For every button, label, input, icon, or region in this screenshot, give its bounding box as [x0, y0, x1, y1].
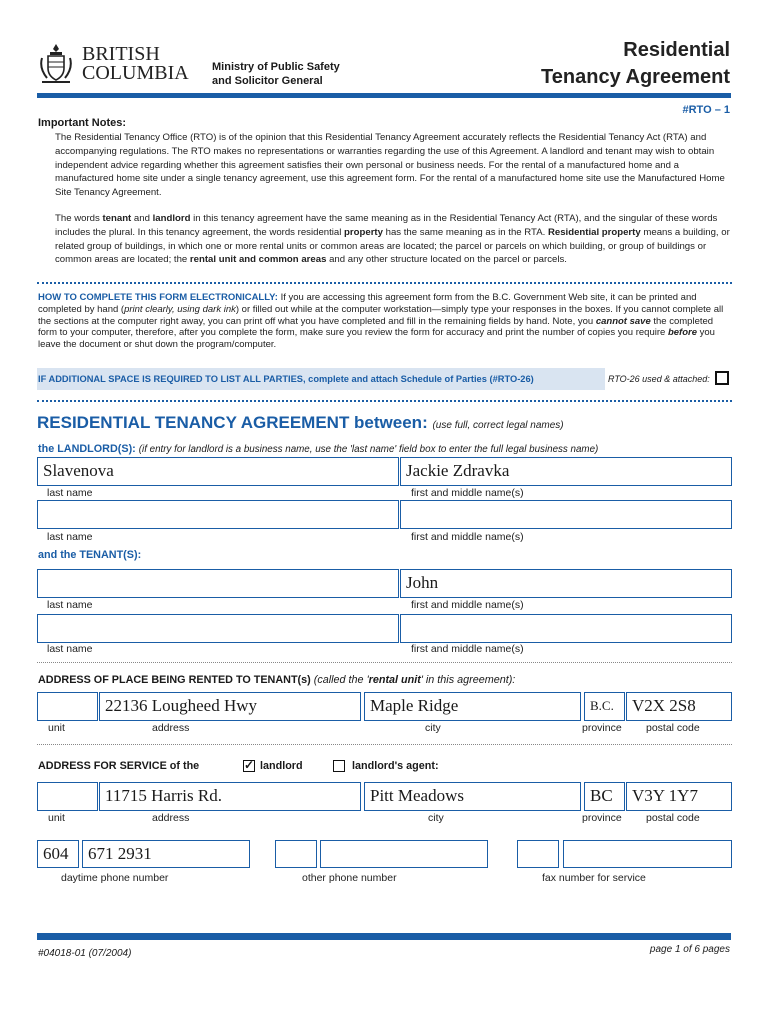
form-title	[541, 37, 730, 91]
divider	[37, 400, 732, 402]
last-name-label: last name	[47, 599, 93, 611]
rental-postal-field[interactable]: V2X 2S8	[626, 692, 732, 721]
address-label: address	[152, 722, 190, 734]
bc-coat-of-arms-icon	[38, 42, 74, 86]
landlord-service-checkbox[interactable]: ✓	[244, 758, 255, 772]
unit-label: unit	[48, 812, 65, 824]
rto26-label: RTO-26 used & attached:	[608, 374, 710, 384]
province-label: province	[582, 812, 622, 824]
tenant-1-last-name-field[interactable]	[37, 569, 399, 598]
service-city-field[interactable]: Pitt Meadows	[364, 782, 581, 811]
rto26-checkbox[interactable]	[715, 371, 729, 385]
landlord-1-first-name-field[interactable]: Jackie Zdravka	[400, 457, 732, 486]
rental-province-field[interactable]: B.C.	[584, 692, 625, 721]
province-label: province	[582, 722, 622, 734]
fax-area-field[interactable]	[517, 840, 559, 868]
divider	[37, 662, 732, 663]
rental-city-field[interactable]: Maple Ridge	[364, 692, 581, 721]
divider	[37, 282, 732, 284]
first-name-label: first and middle name(s)	[411, 643, 524, 655]
daytime-phone-area-field[interactable]: 604	[37, 840, 79, 868]
postal-code-label: postal code	[646, 722, 700, 734]
notes-paragraph-1: The Residential Tenancy Office (RTO) is of the opinion that this Residential Tenancy Agreement accurately reflects the Residential Tenancy Act (RTA) and accompanying regulations. The RTO makes no representations or warranties regarding the use of this Agreement. A landlord and tenant may wish to obtain independent advice regarding whether this agreement satisfies their own personal or business needs. For the rental of a manufactured home and a manufactured home site under a single tenancy agreement, use this agreement form. For the rental of a manufactured home site use the Manufactured Home Site Tenancy Agreement.	[55, 132, 725, 199]
title-line-1: Residential	[623, 39, 730, 61]
other-phone-area-field[interactable]	[275, 840, 317, 868]
ministry-line-2: and Solicitor General	[212, 75, 323, 87]
first-name-label: first and middle name(s)	[411, 531, 524, 543]
ministry-line-1: Ministry of Public Safety	[212, 61, 340, 73]
bc-logo-text	[82, 45, 189, 83]
fax-label: fax number for service	[542, 872, 646, 884]
landlord-heading: the LANDLORD(S): (if entry for landlord is a business name, use the 'last name' field box to enter the full legal business name)	[38, 443, 599, 455]
tenant-1-first-name-field[interactable]: John	[400, 569, 732, 598]
tenant-2-first-name-field[interactable]	[400, 614, 732, 643]
first-name-label: first and middle name(s)	[411, 599, 524, 611]
notes-heading: Important Notes:	[38, 117, 126, 129]
daytime-phone-number-field[interactable]: 671 2931	[82, 840, 250, 868]
landlord-option-label: landlord	[260, 760, 303, 772]
logo-line-1: BRITISH	[82, 43, 160, 65]
last-name-label: last name	[47, 487, 93, 499]
rental-address-heading: ADDRESS OF PLACE BEING RENTED TO TENANT(s) (called the 'rental unit' in this agreement):	[38, 674, 516, 686]
unit-label: unit	[48, 722, 65, 734]
ministry-name	[212, 60, 340, 88]
daytime-phone-label: daytime phone number	[61, 872, 169, 884]
page-number: page 1 of 6 pages	[649, 944, 730, 955]
city-label: city	[428, 812, 444, 824]
last-name-label: last name	[47, 531, 93, 543]
landlord-2-first-name-field[interactable]	[400, 500, 732, 529]
tenant-2-last-name-field[interactable]	[37, 614, 399, 643]
logo-line-2: COLUMBIA	[82, 62, 189, 84]
postal-code-label: postal code	[646, 812, 700, 824]
rental-unit-field[interactable]	[37, 692, 98, 721]
tenant-heading: and the TENANT(S):	[38, 549, 142, 561]
service-province-field[interactable]: BC	[584, 782, 625, 811]
other-phone-number-field[interactable]	[320, 840, 488, 868]
form-code: #RTO – 1	[682, 104, 730, 116]
landlord-2-last-name-field[interactable]	[37, 500, 399, 529]
other-phone-label: other phone number	[302, 872, 397, 884]
footer-rule	[37, 933, 731, 940]
title-line-2: Tenancy Agreement	[541, 66, 730, 88]
form-number: #04018-01 (07/2004)	[38, 948, 132, 959]
rental-address-field[interactable]: 22136 Lougheed Hwy	[99, 692, 361, 721]
notes-paragraph-2: The words tenant and landlord in this tenancy agreement have the same meaning as in the Residential Tenancy Act (RTA), and the singular of these words includes the plural. In this tenancy agreement, the words residential property has the same meaning as in the RTA. Residential property means a building, or related group of buildings, in which one or more rental units or common areas are located; the parcel or parcels on which building, or group of buildings or common areas are located; the rental unit and common areas and any other structure located on the parcel or parcels.	[55, 213, 730, 266]
additional-space-text: IF ADDITIONAL SPACE IS REQUIRED TO LIST ALL PARTIES, complete and attach Schedule of Parties (#RTO-26)	[38, 374, 534, 384]
fax-number-field[interactable]	[563, 840, 732, 868]
header-rule	[37, 93, 731, 98]
agent-option-label: landlord's agent:	[352, 760, 439, 772]
city-label: city	[425, 722, 441, 734]
service-postal-field[interactable]: V3Y 1Y7	[626, 782, 732, 811]
howto-paragraph: HOW TO COMPLETE THIS FORM ELECTRONICALLY: If you are accessing this agreement form from the B.C. Government Web site, it can be printed and completed by hand (print clearly, using dark ink) or filled out while at the computer workstation—simply type your responses in the boxes. If you cannot complete all the sections at the computer right away, you can print off what you have completed and fill in the remaining fields by hand. Note, you cannot save the completed form to your computer, therefore, after you complete the form, make sure you review the form for accuracy and print the number of copies you require before you leave the document or shut down the program/computer.	[38, 292, 724, 351]
address-label: address	[152, 812, 190, 824]
landlord-1-last-name-field[interactable]: Slavenova	[37, 457, 399, 486]
divider	[37, 744, 732, 745]
agent-service-checkbox[interactable]	[333, 760, 345, 772]
service-unit-field[interactable]	[37, 782, 98, 811]
service-address-field[interactable]: 11715 Harris Rd.	[99, 782, 361, 811]
last-name-label: last name	[47, 643, 93, 655]
agreement-title: RESIDENTIAL TENANCY AGREEMENT between: (use full, correct legal names)	[37, 413, 564, 432]
service-address-heading: ADDRESS FOR SERVICE of the	[38, 760, 200, 772]
first-name-label: first and middle name(s)	[411, 487, 524, 499]
